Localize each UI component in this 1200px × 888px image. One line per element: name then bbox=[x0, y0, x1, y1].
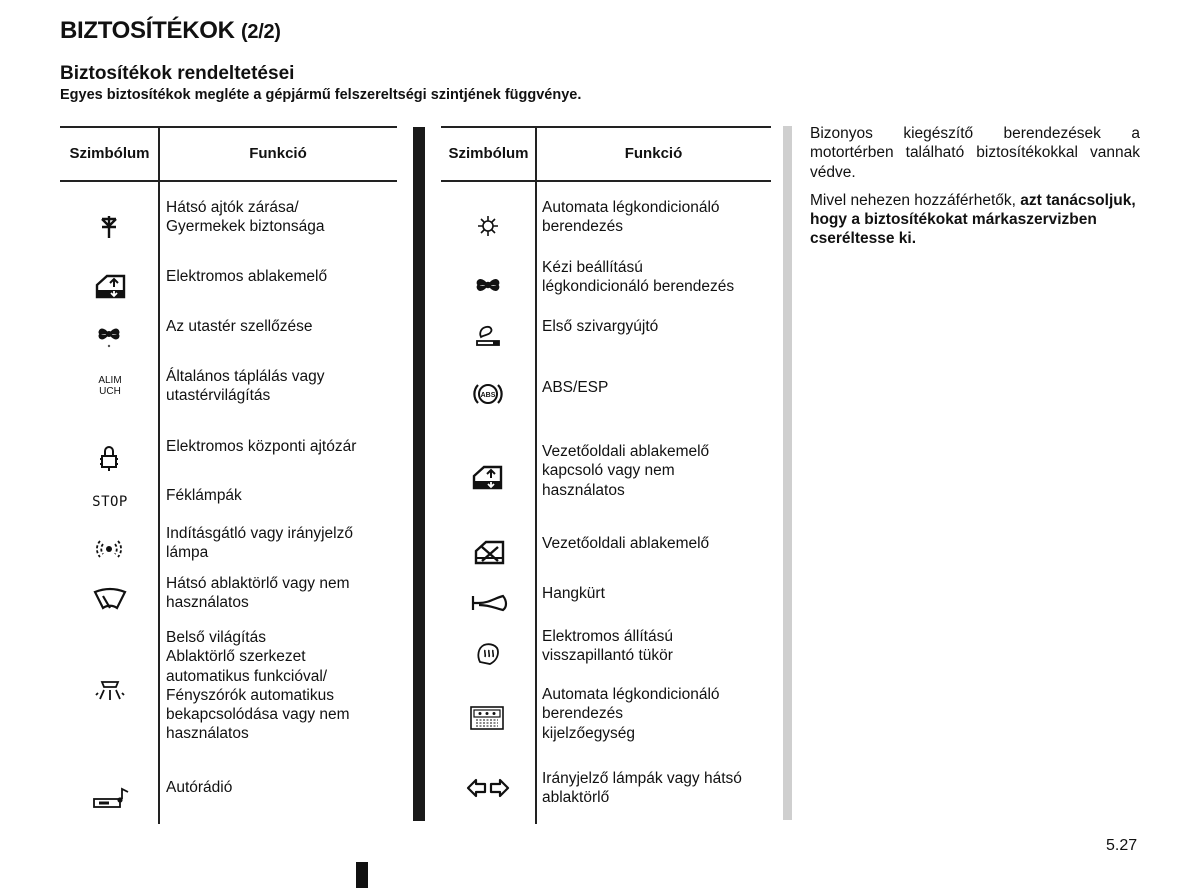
function-text bbox=[542, 378, 608, 397]
function-text bbox=[542, 442, 709, 500]
table-row bbox=[441, 258, 771, 308]
function-line: automatikus funkcióval/ bbox=[166, 667, 328, 685]
function-text bbox=[542, 198, 720, 237]
stop-label-text: STOP bbox=[92, 494, 128, 510]
function-line: visszapillantó tükör bbox=[542, 647, 673, 665]
function-text bbox=[166, 778, 232, 797]
function-line: kapcsoló vagy nem bbox=[542, 462, 675, 480]
function-text bbox=[542, 258, 734, 297]
table-row bbox=[441, 627, 771, 671]
left-fuse-table bbox=[60, 126, 397, 824]
header-function: Funkció bbox=[249, 145, 307, 162]
function-line: Automata légkondicionáló bbox=[542, 686, 720, 703]
function-line: Irányjelző lámpák vagy hátsó bbox=[542, 770, 742, 787]
table-row bbox=[60, 778, 397, 818]
table-row bbox=[60, 267, 397, 307]
table-row bbox=[60, 574, 397, 624]
function-line: használatos bbox=[542, 481, 625, 499]
turn-signal-icon bbox=[465, 775, 511, 801]
function-line: Hátsó ablaktörlő vagy nem bbox=[166, 575, 350, 592]
function-line: Ablaktörlő szerkezet bbox=[166, 648, 306, 666]
function-text bbox=[166, 437, 356, 456]
heated-mirror-icon bbox=[473, 639, 503, 669]
table-row bbox=[441, 317, 771, 357]
column-separator-bar bbox=[413, 127, 425, 821]
function-line: használatos bbox=[166, 594, 249, 612]
function-line: kijelzőegység bbox=[542, 724, 636, 742]
function-line: Vezetőoldali ablakemelő bbox=[542, 535, 710, 552]
power-window-icon bbox=[469, 462, 505, 492]
fan-icon bbox=[94, 320, 124, 350]
function-line: Elektromos állítású bbox=[542, 628, 673, 645]
notes-column bbox=[810, 124, 1140, 258]
interior-light-icon bbox=[92, 676, 128, 706]
table-row bbox=[60, 317, 397, 353]
function-line: Elektromos ablakemelő bbox=[166, 268, 328, 285]
right-fuse-table bbox=[441, 126, 771, 824]
function-line: Fényszórók automatikus bbox=[166, 686, 334, 704]
header-symbol: Szimbólum bbox=[448, 145, 529, 162]
function-line: berendezés bbox=[542, 218, 624, 236]
cigarette-lighter-icon bbox=[473, 321, 503, 351]
function-line: Autórádió bbox=[166, 779, 233, 796]
rear-wiper-icon bbox=[92, 584, 128, 614]
table-row bbox=[441, 198, 771, 248]
child-lock-icon bbox=[94, 214, 124, 240]
function-line: Elektromos központi ajtózár bbox=[166, 438, 357, 455]
table-row bbox=[60, 486, 397, 516]
table-row bbox=[60, 628, 397, 752]
abs-icon-text: ABS bbox=[480, 392, 496, 399]
function-text bbox=[542, 584, 605, 603]
abs-icon bbox=[471, 379, 505, 409]
table-row bbox=[441, 442, 771, 502]
note-paragraph: Bizonyos kiegészítő berendezések a motortérben található biztosítékokkal vannak védve. bbox=[810, 125, 1140, 181]
function-text bbox=[166, 628, 350, 744]
function-line: Belső világítás bbox=[166, 629, 266, 646]
function-text bbox=[166, 574, 350, 613]
table-row bbox=[441, 534, 771, 570]
function-line: Automata légkondicionáló bbox=[542, 199, 720, 216]
page-title-suffix: (2/2) bbox=[241, 21, 281, 43]
page-title bbox=[60, 17, 281, 45]
function-text bbox=[542, 317, 658, 336]
function-text bbox=[166, 486, 242, 505]
function-line: Első szivargyújtó bbox=[542, 318, 659, 335]
table-row bbox=[441, 685, 771, 745]
function-text bbox=[542, 769, 742, 808]
snowflake-icon bbox=[473, 212, 503, 240]
table-row bbox=[60, 367, 397, 427]
function-line: lámpa bbox=[166, 544, 209, 562]
function-text bbox=[542, 627, 673, 666]
function-text bbox=[542, 534, 709, 553]
table-row bbox=[60, 437, 397, 477]
table-header bbox=[60, 128, 397, 182]
table-row bbox=[60, 198, 397, 254]
table-row bbox=[441, 769, 771, 813]
section-title: Biztosítékok rendeltetései bbox=[60, 63, 295, 84]
header-function: Funkció bbox=[624, 145, 683, 162]
radio-icon bbox=[90, 784, 132, 814]
function-text bbox=[166, 317, 312, 336]
stop-label bbox=[82, 490, 138, 514]
climate-display-icon bbox=[467, 703, 507, 733]
note-paragraph bbox=[810, 191, 1140, 249]
fan-icon bbox=[473, 270, 503, 300]
function-line: Vezetőoldali ablakemelő bbox=[542, 443, 710, 460]
table-row bbox=[441, 378, 771, 418]
central-lock-icon bbox=[96, 441, 122, 475]
function-line: Féklámpák bbox=[166, 487, 242, 504]
function-line: Indításgátló vagy irányjelző bbox=[166, 525, 353, 542]
alim-label-line: UCH bbox=[99, 386, 121, 397]
function-line: Gyermekek biztonsága bbox=[166, 218, 325, 236]
function-text bbox=[166, 524, 353, 563]
alim-label-line: ALIM bbox=[98, 375, 122, 386]
function-line: Általános táplálás vagy bbox=[166, 368, 325, 385]
function-line: berendezés bbox=[542, 705, 624, 723]
function-line: használatos bbox=[166, 725, 249, 743]
page-title-text: BIZTOSÍTÉKOK bbox=[60, 17, 235, 44]
function-line: ablaktörlő bbox=[542, 789, 610, 807]
horn-icon bbox=[469, 590, 509, 616]
function-line: Hangkürt bbox=[542, 585, 605, 602]
function-line: bekapcsolódása vagy nem bbox=[166, 706, 350, 724]
function-line: ABS/ESP bbox=[542, 379, 609, 396]
bottom-marker bbox=[356, 862, 368, 888]
function-line: Kézi beállítású bbox=[542, 259, 643, 276]
window-x-icon bbox=[471, 536, 507, 568]
header-symbol: Szimbólum bbox=[69, 145, 150, 162]
function-text bbox=[166, 367, 325, 406]
function-text bbox=[542, 685, 720, 743]
function-text bbox=[166, 198, 325, 237]
function-line: légkondicionáló berendezés bbox=[542, 278, 735, 296]
page-number: 5.27 bbox=[1106, 837, 1138, 854]
table-row bbox=[441, 584, 771, 620]
table-header bbox=[441, 128, 771, 182]
note-text: Mivel nehezen hozzáférhetők, bbox=[810, 191, 1021, 209]
function-line: Hátsó ajtók zárása/ bbox=[166, 199, 299, 216]
function-line: Az utastér szellőzése bbox=[166, 318, 313, 335]
function-text bbox=[166, 267, 327, 286]
note-bold-text: azt tanácsoljuk, hogy a biztosítékokat márkaszervizben cseréltesse ki. bbox=[810, 191, 1136, 248]
power-window-icon bbox=[92, 271, 128, 301]
table-row bbox=[60, 524, 397, 568]
immobilizer-icon bbox=[94, 534, 124, 564]
alim-uch-label bbox=[80, 373, 140, 399]
side-gray-bar bbox=[783, 126, 792, 820]
section-subtitle: Egyes biztosítékok megléte a gépjármű felszereltségi szintjének függvénye. bbox=[60, 87, 582, 103]
function-line: utastérvilágítás bbox=[166, 387, 271, 405]
